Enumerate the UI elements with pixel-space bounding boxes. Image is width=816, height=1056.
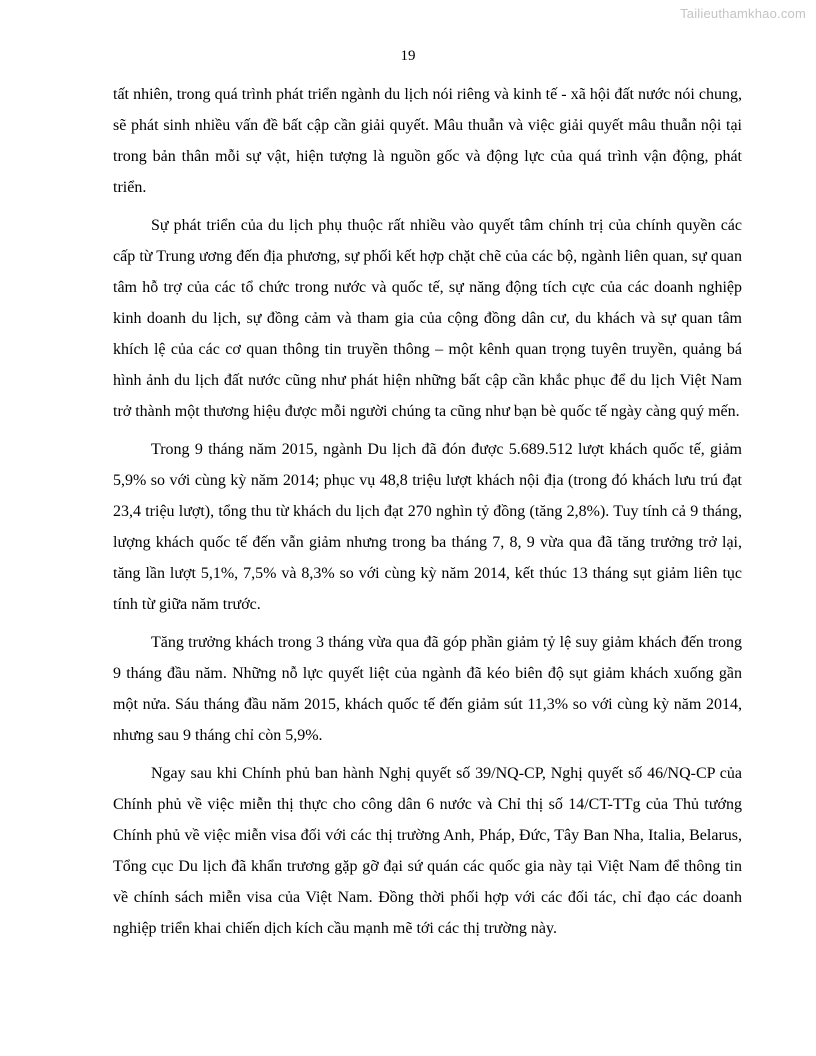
- paragraph: Ngay sau khi Chính phủ ban hành Nghị quyết số 39/NQ-CP, Nghị quyết số 46/NQ-CP của Chính phủ về việc miễn thị thực cho công dân 6 nước và Chỉ thị số 14/CT-TTg của Thủ tướng Chính phủ về việc miễn visa đối với các thị trường Anh, Pháp, Đức, Tây Ban Nha, Italia, Belarus, Tổng cục Du lịch đã khẩn trương gặp gỡ đại sứ quán các quốc gia này tại Việt Nam để thông tin về chính sách miễn visa của Việt Nam. Đồng thời phối hợp với các đối tác, chỉ đạo các doanh nghiệp triển khai chiến dịch kích cầu mạnh mẽ tới các thị trường này.: [113, 765, 742, 937]
- paragraph: Tăng trưởng khách trong 3 tháng vừa qua đã góp phần giảm tỷ lệ suy giảm khách đến trong 9 tháng đầu năm. Những nỗ lực quyết liệt của ngành đã kéo biên độ sụt giảm khách xuống gần một nửa. Sáu tháng đầu năm 2015, khách quốc tế đến giảm sút 11,3% so với cùng kỳ năm 2014, nhưng sau 9 tháng chỉ còn 5,9%.: [113, 634, 742, 744]
- paragraph: Sự phát triển của du lịch phụ thuộc rất nhiều vào quyết tâm chính trị của chính quyền các cấp từ Trung ương đến địa phương, sự phối kết hợp chặt chẽ của các bộ, ngành liên quan, sự quan tâm hỗ trợ của các tổ chức trong nước và quốc tế, sự năng động tích cực của các doanh nghiệp kinh doanh du lịch, sự đồng cảm và tham gia của cộng đồng dân cư, du khách và sự quan tâm khích lệ của các cơ quan thông tin truyền thông – một kênh quan trọng tuyên truyền, quảng bá hình ảnh du lịch đất nước cũng như phát hiện những bất cập cần khắc phục để du lịch Việt Nam trở thành một thương hiệu được mỗi người chúng ta cũng như bạn bè quốc tế ngày càng quý mến.: [113, 217, 742, 420]
- paragraph: Trong 9 tháng năm 2015, ngành Du lịch đã đón được 5.689.512 lượt khách quốc tế, giảm 5,9% so với cùng kỳ năm 2014; phục vụ 48,8 triệu lượt khách nội địa (trong đó khách lưu trú đạt 23,4 triệu lượt), tổng thu từ khách du lịch đạt 270 nghìn tỷ đồng (tăng 2,8%). Tuy tính cả 9 tháng, lượng khách quốc tế đến vẫn giảm nhưng trong ba tháng 7, 8, 9 vừa qua đã tăng trưởng trở lại, tăng lần lượt 5,1%, 7,5% và 8,3% so với cùng kỳ năm 2014, kết thúc 13 tháng sụt giảm liên tục tính từ giữa năm trước.: [113, 441, 742, 613]
- page-number: 19: [400, 48, 416, 64]
- document-body: [113, 79, 742, 951]
- watermark: Tailieuthamkhao.com: [680, 6, 806, 21]
- paragraph: tất nhiên, trong quá trình phát triển ngành du lịch nói riêng và kinh tế - xã hội đất nước nói chung, sẽ phát sinh nhiều vấn đề bất cập cần giải quyết. Mâu thuẫn và việc giải quyết mâu thuẫn nội tại trong bản thân mỗi sự vật, hiện tượng là nguồn gốc và động lực của quá trình vận động, phát triển.: [113, 86, 742, 196]
